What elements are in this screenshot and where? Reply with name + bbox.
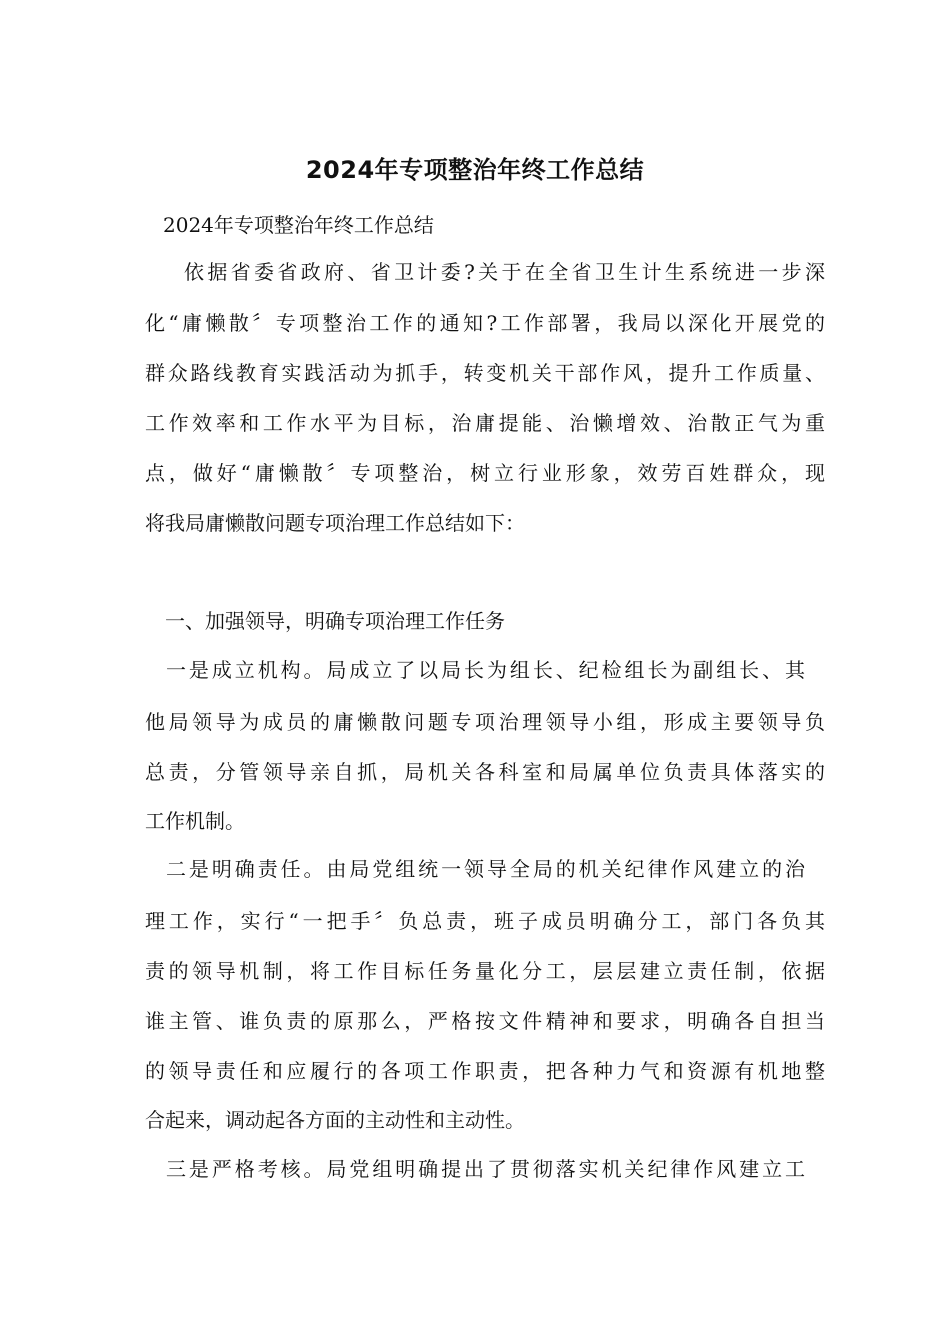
para-3-line-1: 三是严格考核。局党组明确提出了贯彻落实机关纪律作风建立工 — [166, 1157, 805, 1181]
intro-line-1: 依据省委省政府、省卫计委?关于在全省卫生计生系统进一步深 — [184, 260, 825, 284]
para-2-line-3: 责的领导机制，将工作目标任务量化分工，层层建立责任制，依据 — [145, 959, 825, 983]
para-1-line-4: 工作机制。 — [145, 809, 245, 833]
intro-line-6: 将我局庸懒散问题专项治理工作总结如下： — [145, 511, 525, 535]
para-1-line-1: 一是成立机构。局成立了以局长为组长、纪检组长为副组长、其 — [166, 658, 805, 682]
para-2-line-4: 谁主管、谁负责的原那么，严格按文件精神和要求，明确各自担当 — [145, 1009, 825, 1033]
para-1-line-2: 他局领导为成员的庸懒散问题专项治理领导小组，形成主要领导负 — [145, 710, 825, 734]
document-subtitle: 2024年专项整治年终工作总结 — [163, 213, 434, 237]
para-2-line-2: 理工作，实行“一把手〞负总责，班子成员明确分工，部门各负其 — [145, 909, 825, 933]
para-2-line-6: 合起来，调动起各方面的主动性和主动性。 — [145, 1108, 525, 1132]
section-1-heading: 一、加强领导，明确专项治理工作任务 — [165, 609, 505, 633]
para-2-line-5: 的领导责任和应履行的各项工作职责，把各种力气和资源有机地整 — [145, 1059, 825, 1083]
intro-line-3: 群众路线教育实践活动为抓手，转变机关干部作风，提升工作质量、 — [145, 361, 825, 385]
para-1-line-3: 总责，分管领导亲自抓，局机关各科室和局属单位负责具体落实的 — [145, 760, 825, 784]
intro-line-4: 工作效率和工作水平为目标，治庸提能、治懒增效、治散正气为重 — [145, 411, 825, 435]
para-2-line-1: 二是明确责任。由局党组统一领导全局的机关纪律作风建立的治 — [166, 857, 805, 881]
document-title: 2024年专项整治年终工作总结 — [305, 156, 645, 184]
intro-line-2: 化“庸懒散〞专项整治工作的通知?工作部署，我局以深化开展党的 — [145, 311, 825, 335]
intro-line-5: 点，做好“庸懒散〞专项整治，树立行业形象，效劳百姓群众，现 — [145, 461, 825, 485]
